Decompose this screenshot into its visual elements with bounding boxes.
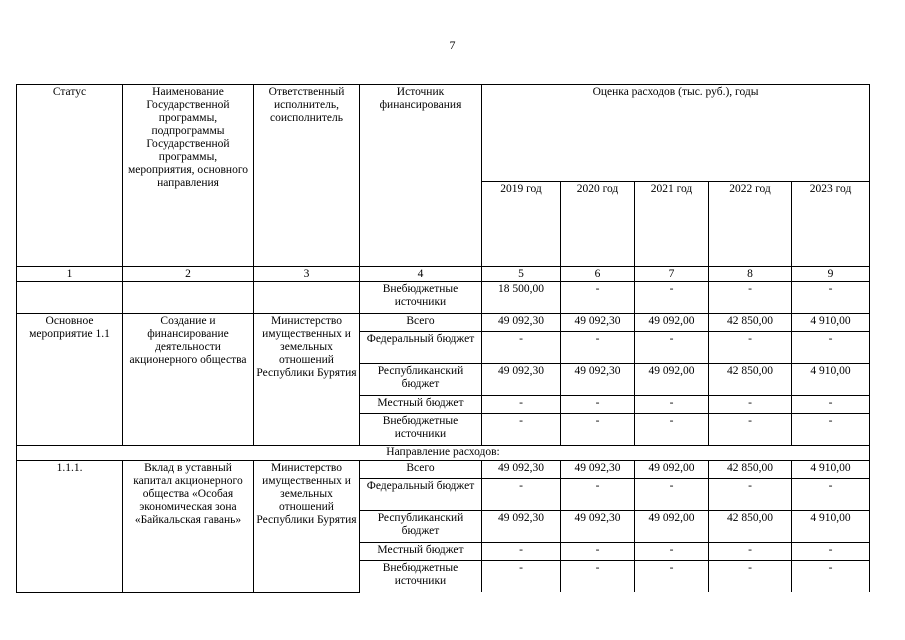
value-cell: - <box>561 479 635 511</box>
header-name: Наименование Государственной программы, подпрограммы Государственной программы, мероприятия, основного направления <box>123 85 254 267</box>
column-number: 5 <box>482 267 561 282</box>
value-cell: - <box>792 479 870 511</box>
source-cell: Всего <box>360 461 482 479</box>
value-cell: - <box>709 282 792 314</box>
value-cell: - <box>482 543 561 561</box>
executor-cell: Министерство имущественных и земельных отношений Республики Бурятия <box>254 461 360 593</box>
column-number: 1 <box>17 267 123 282</box>
empty-cell <box>17 282 123 314</box>
value-cell: - <box>635 479 709 511</box>
column-number: 3 <box>254 267 360 282</box>
value-cell: 49 092,30 <box>561 314 635 332</box>
value-cell: 49 092,30 <box>482 461 561 479</box>
header-executor: Ответственный исполнитель, соисполнитель <box>254 85 360 267</box>
empty-cell <box>123 282 254 314</box>
value-cell: - <box>792 396 870 414</box>
value-cell: - <box>561 543 635 561</box>
value-cell: - <box>482 396 561 414</box>
value-cell: - <box>482 561 561 593</box>
value-cell: - <box>635 332 709 364</box>
executor-cell: Министерство имущественных и земельных отношений Республики Бурятия <box>254 314 360 446</box>
value-cell: - <box>792 561 870 593</box>
value-cell: 42 850,00 <box>709 461 792 479</box>
column-number: 8 <box>709 267 792 282</box>
value-cell: 49 092,30 <box>561 511 635 543</box>
status-cell: Основное мероприятие 1.1 <box>17 314 123 446</box>
value-cell: 49 092,00 <box>635 314 709 332</box>
value-cell: - <box>709 396 792 414</box>
value-cell: - <box>561 414 635 446</box>
value-cell: - <box>792 282 870 314</box>
status-cell: 1.1.1. <box>17 461 123 593</box>
header-source: Источник финансирования <box>360 85 482 267</box>
year-2019: 2019 год <box>482 182 561 267</box>
value-cell: 49 092,00 <box>635 364 709 396</box>
year-2022: 2022 год <box>709 182 792 267</box>
value-cell: - <box>635 543 709 561</box>
column-number: 4 <box>360 267 482 282</box>
budget-table <box>16 84 870 593</box>
source-cell: Федеральный бюджет <box>360 332 482 364</box>
value-cell: 49 092,30 <box>561 461 635 479</box>
empty-cell <box>254 282 360 314</box>
year-2023: 2023 год <box>792 182 870 267</box>
source-cell: Внебюджетные источники <box>360 414 482 446</box>
value-cell: 4 910,00 <box>792 461 870 479</box>
value-cell: 42 850,00 <box>709 314 792 332</box>
value-cell: - <box>561 332 635 364</box>
value-cell: - <box>635 396 709 414</box>
value-cell: - <box>635 414 709 446</box>
value-cell: 18 500,00 <box>482 282 561 314</box>
value-cell: - <box>561 396 635 414</box>
column-number-row <box>17 267 870 282</box>
value-cell: - <box>792 414 870 446</box>
value-cell: - <box>792 332 870 364</box>
table-row <box>17 461 870 479</box>
value-cell: - <box>482 332 561 364</box>
value-cell: - <box>792 543 870 561</box>
source-cell: Местный бюджет <box>360 396 482 414</box>
value-cell: 49 092,30 <box>561 364 635 396</box>
source-cell: Всего <box>360 314 482 332</box>
direction-label: Направление расходов: <box>17 446 870 461</box>
source-cell: Республиканский бюджет <box>360 511 482 543</box>
column-number: 7 <box>635 267 709 282</box>
value-cell: - <box>709 332 792 364</box>
value-cell: - <box>709 561 792 593</box>
header-status: Статус <box>17 85 123 267</box>
direction-row <box>17 446 870 461</box>
value-cell: 49 092,00 <box>635 461 709 479</box>
value-cell: - <box>561 282 635 314</box>
page-number: 7 <box>449 38 456 52</box>
source-cell: Федеральный бюджет <box>360 479 482 511</box>
name-cell: Вклад в уставный капитал акционерного общества «Особая экономическая зона «Байкальская гавань» <box>123 461 254 593</box>
header-estimate: Оценка расходов (тыс. руб.), годы <box>482 85 870 182</box>
table-row <box>17 314 870 332</box>
value-cell: 4 910,00 <box>792 314 870 332</box>
value-cell: 4 910,00 <box>792 511 870 543</box>
name-cell: Создание и финансирование деятельности акционерного общества <box>123 314 254 446</box>
value-cell: 4 910,00 <box>792 364 870 396</box>
header-row <box>17 85 870 182</box>
year-2020: 2020 год <box>561 182 635 267</box>
value-cell: 42 850,00 <box>709 364 792 396</box>
source-cell: Внебюджетные источники <box>360 282 482 314</box>
value-cell: - <box>635 282 709 314</box>
year-2021: 2021 год <box>635 182 709 267</box>
value-cell: 49 092,30 <box>482 314 561 332</box>
value-cell: - <box>482 414 561 446</box>
value-cell: - <box>561 561 635 593</box>
value-cell: - <box>709 479 792 511</box>
value-cell: 49 092,30 <box>482 511 561 543</box>
value-cell: 49 092,30 <box>482 364 561 396</box>
source-cell: Местный бюджет <box>360 543 482 561</box>
source-cell: Внебюджетные источники <box>360 561 482 593</box>
value-cell: - <box>635 561 709 593</box>
value-cell: 49 092,00 <box>635 511 709 543</box>
value-cell: - <box>709 414 792 446</box>
value-cell: - <box>482 479 561 511</box>
column-number: 2 <box>123 267 254 282</box>
table-row <box>17 282 870 314</box>
source-cell: Республиканский бюджет <box>360 364 482 396</box>
value-cell: 42 850,00 <box>709 511 792 543</box>
value-cell: - <box>709 543 792 561</box>
column-number: 9 <box>792 267 870 282</box>
column-number: 6 <box>561 267 635 282</box>
